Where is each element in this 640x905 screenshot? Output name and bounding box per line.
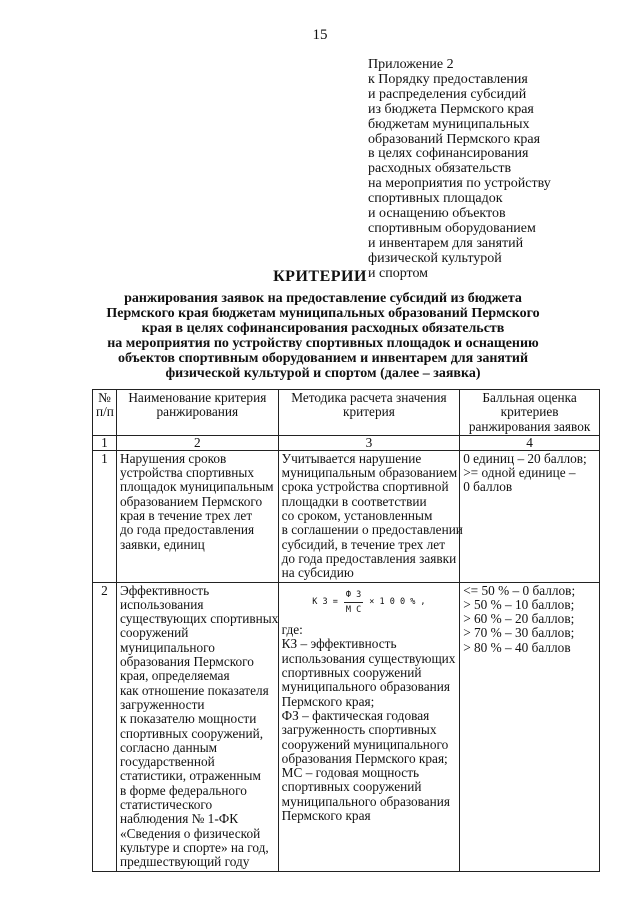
- text-line: физической культурой и спортом (далее – заявка): [165, 366, 481, 381]
- formula-explanation: [282, 623, 457, 823]
- criterion-name: [116, 450, 278, 582]
- header-number: [93, 390, 117, 436]
- text-line: муниципальным образованием: [281, 465, 458, 481]
- header-criterion-name: [116, 390, 278, 436]
- column-number: 3: [278, 435, 460, 450]
- text-line: критериев: [500, 404, 559, 420]
- text-line: муниципального: [119, 639, 215, 655]
- document-subtitle: [88, 291, 558, 381]
- text-line: в соглашении о предоставлении: [281, 522, 463, 538]
- text-line: государственной: [119, 754, 215, 770]
- text-line: ранжирования: [156, 404, 239, 420]
- text-line: культуре и спорте» на год,: [119, 839, 269, 855]
- text-line: устройства спортивных: [119, 465, 255, 481]
- row-number: 1: [93, 450, 117, 582]
- text-line: как отношение показателя: [119, 682, 269, 698]
- text-line: края в течение трех лет: [119, 508, 253, 524]
- criterion-method: [278, 450, 463, 582]
- text-line: использования существующих: [281, 650, 456, 666]
- text-line: МС – годовая мощность: [281, 765, 420, 781]
- text-line: критерия: [343, 404, 395, 420]
- text-line: Методика расчета значения: [291, 390, 447, 405]
- text-line: Пермского края;: [281, 693, 375, 709]
- text-line: на мероприятия по устройству: [368, 176, 551, 192]
- text-line: к показателю мощности: [119, 711, 257, 727]
- text-line: расходных обязательств: [368, 161, 512, 177]
- text-line: Эффективность: [119, 582, 210, 598]
- text-line: > 70 % – 30 баллов;: [463, 625, 575, 641]
- text-line: в форме федерального: [119, 782, 247, 798]
- text-line: со сроком, установленным: [281, 508, 433, 524]
- text-line: на субсидию: [281, 565, 354, 581]
- text-line: сооружений муниципального: [281, 736, 449, 752]
- text-line: где:: [281, 622, 303, 638]
- document-title: КРИТЕРИИ: [273, 268, 367, 285]
- formula-left: К З =: [312, 597, 338, 608]
- text-line: «Сведения о физической: [119, 825, 261, 841]
- text-line: КЗ – эффективность: [281, 636, 397, 652]
- text-line: образования Пермского: [119, 654, 254, 670]
- text-line: Нарушения сроков: [119, 450, 227, 466]
- table-row: [93, 582, 600, 871]
- text-line: 0 единиц – 20 баллов;: [463, 450, 587, 466]
- text-line: субсидий, в течение трех лет: [281, 536, 446, 552]
- text-line: края в целях софинансирования расходных обязательств: [141, 321, 505, 336]
- text-line: > 60 % – 20 баллов;: [463, 611, 575, 627]
- text-line: №: [98, 390, 111, 405]
- text-line: спортивных площадок: [368, 191, 503, 207]
- text-line: физической культурой: [368, 250, 502, 266]
- column-number: 1: [93, 435, 117, 450]
- text-line: и распределения субсидий: [368, 86, 527, 102]
- text-line: образованием Пермского: [119, 493, 263, 509]
- text-line: ранжирования заявок: [468, 418, 591, 434]
- text-line: Пермского края: [281, 808, 371, 824]
- text-line: из бюджета Пермского края: [368, 101, 534, 117]
- text-line: Наименование критерия: [128, 390, 267, 405]
- criterion-score: [460, 582, 600, 871]
- row-number: 2: [93, 582, 117, 871]
- text-line: <= 50 % – 0 баллов;: [463, 582, 576, 598]
- text-line: ранжирования заявок на предоставление субсидий из бюджета: [124, 291, 522, 306]
- text-line: статистики, отраженным: [119, 768, 261, 784]
- page-number: 15: [312, 27, 328, 43]
- text-line: Пермского края бюджетам муниципальных образований Пермского: [106, 306, 540, 321]
- text-line: Учитывается нарушение: [281, 450, 422, 466]
- text-line: 0 баллов: [463, 479, 513, 495]
- header-method: [278, 390, 460, 436]
- text-line: наблюдения № 1-ФК: [119, 811, 239, 827]
- header-score: [460, 390, 600, 436]
- text-line: > 80 % – 40 баллов: [463, 639, 571, 655]
- text-line: края, определяемая: [119, 668, 230, 684]
- text-line: Балльная оценка: [482, 390, 577, 405]
- text-line: муниципального образования: [281, 793, 451, 809]
- text-line: образования Пермского края;: [281, 750, 448, 766]
- text-line: спортивных сооружений: [281, 665, 422, 681]
- column-number: 4: [460, 435, 600, 450]
- text-line: ФЗ – фактическая годовая: [281, 707, 430, 723]
- efficiency-formula: [282, 588, 457, 618]
- text-line: > 50 % – 10 баллов;: [463, 596, 575, 612]
- text-line: бюджетам муниципальных: [368, 116, 530, 132]
- text-line: Приложение 2: [368, 57, 454, 72]
- criterion-score: [460, 450, 600, 582]
- text-line: >= одной единице –: [463, 465, 576, 481]
- text-line: спортивным оборудованием: [368, 220, 536, 236]
- formula-denominator: М С: [345, 604, 362, 615]
- text-line: существующих спортивных: [119, 611, 279, 627]
- text-line: в целях софинансирования: [368, 146, 529, 162]
- text-line: к Порядку предоставления: [368, 71, 528, 87]
- text-line: площадки в соответствии: [281, 493, 427, 509]
- text-line: муниципального образования: [281, 679, 451, 695]
- criterion-name: [116, 582, 278, 871]
- formula-fraction: [344, 588, 363, 618]
- text-line: заявки, единиц: [119, 536, 205, 552]
- text-line: и инвентарем для занятий: [368, 235, 524, 251]
- text-line: сооружений: [119, 625, 189, 641]
- text-line: согласно данным: [119, 739, 218, 755]
- criteria-table: [92, 389, 600, 872]
- text-line: до года предоставления заявки: [281, 550, 457, 566]
- text-line: загруженности: [119, 696, 205, 712]
- text-line: площадок муниципальным: [119, 479, 274, 495]
- text-line: на мероприятия по устройству спортивных площадок и оснащению: [107, 336, 539, 351]
- text-line: использования: [119, 596, 204, 612]
- text-line: п/п: [96, 404, 114, 420]
- text-line: объектов спортивным оборудованием и инвентарем для занятий: [117, 351, 529, 366]
- text-line: и оснащению объектов: [368, 206, 506, 222]
- text-line: образований Пермского края: [368, 131, 541, 147]
- text-line: и спортом: [368, 265, 429, 281]
- text-line: спортивных сооружений,: [119, 725, 264, 741]
- criterion-method: [278, 582, 460, 871]
- text-line: спортивных сооружений: [281, 779, 422, 795]
- formula-right: × 1 0 0 % ,: [369, 597, 426, 608]
- formula-numerator: Ф З: [344, 588, 363, 603]
- text-line: предшествующий году: [119, 854, 250, 870]
- column-number: 2: [116, 435, 278, 450]
- table-row: [93, 450, 600, 582]
- table-header-row: [93, 390, 600, 436]
- column-number-row: [93, 435, 600, 450]
- text-line: до года предоставления: [119, 522, 255, 538]
- text-line: загруженность спортивных: [281, 722, 437, 738]
- appendix-block: [368, 58, 628, 282]
- text-line: статистического: [119, 797, 213, 813]
- text-line: срока устройства спортивной: [281, 479, 449, 495]
